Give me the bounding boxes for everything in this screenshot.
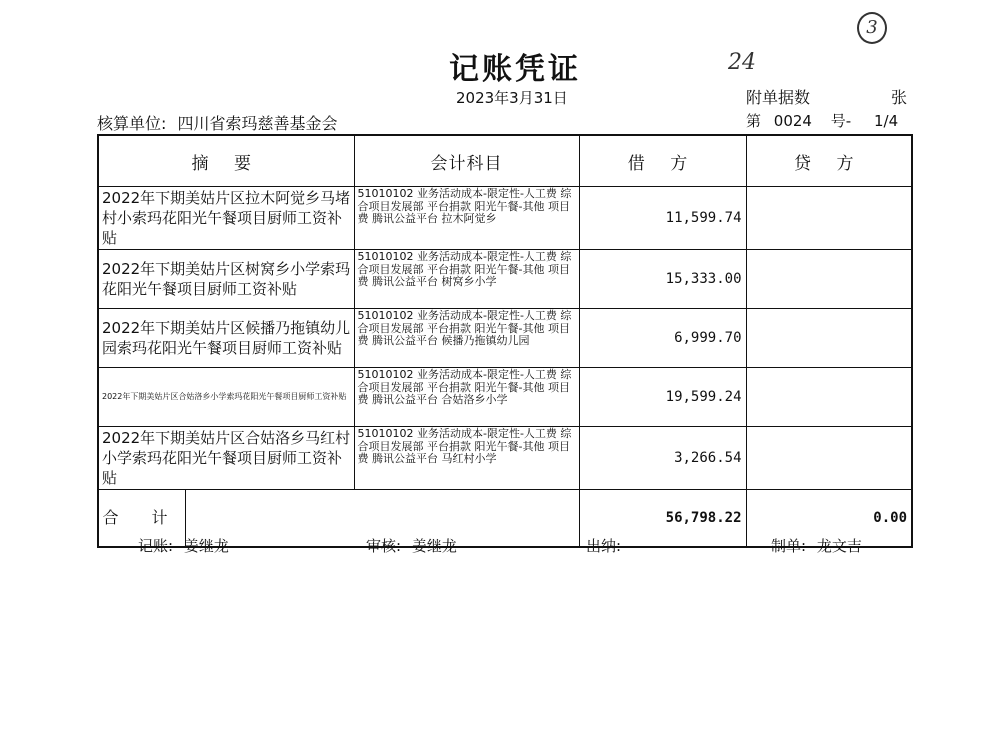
- row-summary: 2022年下期美姑片区合姑洛乡小学索玛花阳光午餐项目厨师工资补贴: [98, 368, 354, 427]
- row-credit: [746, 309, 912, 368]
- row-debit: 11,599.74: [579, 187, 746, 250]
- table-row: [98, 250, 912, 309]
- total-credit: 0.00: [746, 490, 912, 548]
- bookkeeper-label: 记账:: [138, 537, 174, 555]
- header-debit: 借 方: [579, 135, 746, 187]
- voucher-date: 2023年3月31日: [456, 89, 568, 107]
- row-summary: 2022年下期美姑片区合姑洛乡马红村小学索玛花阳光午餐项目厨师工资补贴: [98, 427, 354, 490]
- accounting-unit-name: 四川省索玛慈善基金会: [177, 114, 338, 133]
- row-account: 51010102 业务活动成本-限定性-人工费 综合项目发展部 平台捐款 阳光午餐-其他 项目费 腾讯公益平台 树窝乡小学: [354, 250, 579, 309]
- row-account: 51010102 业务活动成本-限定性-人工费 综合项目发展部 平台捐款 阳光午餐-其他 项目费 腾讯公益平台 马红村小学: [354, 427, 579, 490]
- footer-cashier: [586, 535, 627, 556]
- bookkeeper-name: 姜继龙: [183, 537, 229, 555]
- row-summary: 2022年下期美姑片区候播乃拖镇幼儿园索玛花阳光午餐项目厨师工资补贴: [98, 309, 354, 368]
- voucher-title: 记账凭证: [449, 52, 581, 87]
- accounting-unit: [97, 111, 338, 134]
- table-row: [98, 368, 912, 427]
- handwritten-page-note: 24: [728, 50, 756, 75]
- accounting-unit-label: 核算单位:: [97, 114, 167, 133]
- preparer-name: 龙文吉: [816, 537, 862, 555]
- row-debit: 6,999.70: [579, 309, 746, 368]
- row-credit: [746, 427, 912, 490]
- voucher-prefix: 第: [746, 112, 762, 130]
- reviewer-name: 姜继龙: [411, 537, 457, 555]
- row-account: 51010102 业务活动成本-限定性-人工费 综合项目发展部 平台捐款 阳光午餐-其他 项目费 腾讯公益平台 候播乃拖镇幼儿园: [354, 309, 579, 368]
- table-row: [98, 427, 912, 490]
- row-credit: [746, 368, 912, 427]
- attachments-label: 附单据数: [746, 88, 811, 107]
- voucher-suffix: 号-: [830, 112, 852, 130]
- header-account: 会计科目: [354, 135, 579, 187]
- voucher-table: [97, 134, 913, 548]
- header-credit: 贷 方: [746, 135, 912, 187]
- row-credit: [746, 250, 912, 309]
- row-debit: 3,266.54: [579, 427, 746, 490]
- row-debit: 15,333.00: [579, 250, 746, 309]
- attachments-unit: 张: [891, 88, 908, 107]
- total-debit: 56,798.22: [579, 490, 746, 548]
- row-credit: [746, 187, 912, 250]
- total-label: 合 计: [99, 490, 186, 546]
- row-summary: 2022年下期美姑片区树窝乡小学索玛花阳光午餐项目厨师工资补贴: [98, 250, 354, 309]
- row-summary: 2022年下期美姑片区拉木阿觉乡马堵村小索玛花阳光午餐项目厨师工资补贴: [98, 187, 354, 250]
- footer-preparer: [771, 535, 862, 556]
- row-account: 51010102 业务活动成本-限定性-人工费 综合项目发展部 平台捐款 阳光午餐-其他 项目费 腾讯公益平台 拉木阿觉乡: [354, 187, 579, 250]
- table-row: [98, 309, 912, 368]
- voucher-number: [746, 110, 898, 131]
- handwritten-circled-number: 3: [857, 12, 887, 44]
- preparer-label: 制单:: [771, 537, 807, 555]
- footer-bookkeeper: [138, 535, 229, 556]
- voucher-page: 1/4: [873, 112, 899, 130]
- table-header: [98, 135, 912, 187]
- row-debit: 19,599.24: [579, 368, 746, 427]
- footer-reviewer: [366, 535, 457, 556]
- cashier-label: 出纳:: [586, 537, 622, 555]
- header-summary: 摘 要: [98, 135, 354, 187]
- table-row: [98, 187, 912, 250]
- row-account: 51010102 业务活动成本-限定性-人工费 综合项目发展部 平台捐款 阳光午餐-其他 项目费 腾讯公益平台 合姑洛乡小学: [354, 368, 579, 427]
- reviewer-label: 审核:: [366, 537, 402, 555]
- voucher-no: 0024: [773, 112, 812, 130]
